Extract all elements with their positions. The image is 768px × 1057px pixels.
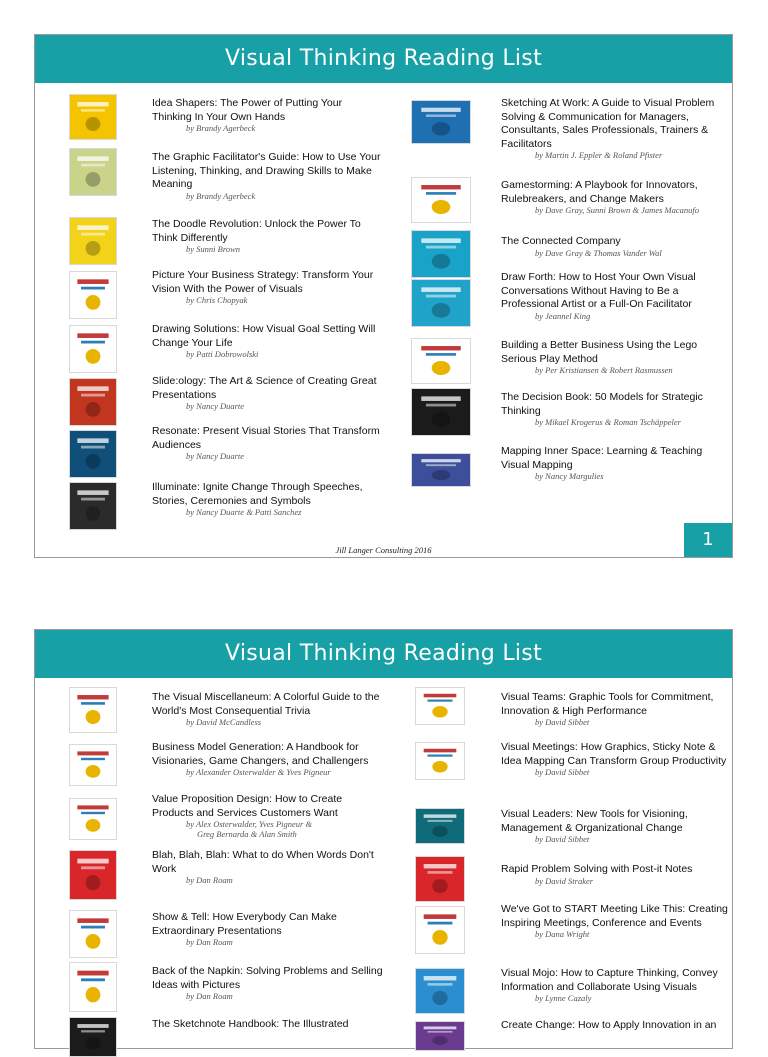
reading-list-page-2 xyxy=(34,629,733,1049)
book-cover-image xyxy=(69,744,117,786)
book-author: by Brandy Agerbeck xyxy=(186,191,256,201)
book-title: Picture Your Business Strategy: Transform Your Vision With the Power of Visuals xyxy=(152,269,374,295)
book-cover-image xyxy=(69,148,117,196)
book-cover-image xyxy=(411,177,471,223)
book-title: The Graphic Facilitator's Guide: How to Use Your Listening, Thinking, and Drawing Skills to Make Meaning xyxy=(152,151,381,190)
book-title: Blah, Blah, Blah: What to do When Words Don't Work xyxy=(152,849,374,875)
book-title: Idea Shapers: The Power of Putting Your Thinking In Your Own Hands xyxy=(152,97,343,123)
book-title: Back of the Napkin: Solving Problems and Selling Ideas with Pictures xyxy=(152,965,383,991)
book-author: by Mikael Krogerus & Roman Tschäppeler xyxy=(535,417,681,427)
book-cover-image xyxy=(69,1017,117,1057)
book-title: The Connected Company xyxy=(501,235,621,247)
book-author: by Martin J. Eppler & Roland Pfister xyxy=(535,150,663,160)
book-title: Sketching At Work: A Guide to Visual Problem Solving & Communication for Managers, Consultants, Sales Professionals, Trainers & Facilitators xyxy=(501,97,715,150)
page-title: Visual Thinking Reading List xyxy=(35,630,732,678)
book-author: by Alexander Osterwalder & Yves Pigneur xyxy=(186,767,331,777)
book-cover-image xyxy=(69,325,117,373)
page-number: 1 xyxy=(684,523,732,557)
book-cover-image xyxy=(69,430,117,478)
page-title: Visual Thinking Reading List xyxy=(35,35,732,83)
book-author: by Dave Gray, Sunni Brown & James Macanufo xyxy=(535,205,699,215)
book-author: by Alex Osterwalder, Yves Pigneur & xyxy=(186,819,313,829)
book-author: by Brandy Agerbeck xyxy=(186,123,256,133)
book-cover-image xyxy=(411,388,471,436)
book-cover-image xyxy=(411,100,471,144)
book-cover-image xyxy=(69,798,117,840)
book-author: by Jeannel King xyxy=(535,311,591,321)
book-title: Value Proposition Design: How to Create Products and Services Customers Want xyxy=(152,793,343,819)
book-cover-image xyxy=(411,279,471,327)
book-cover-image xyxy=(69,482,117,530)
book-cover-image xyxy=(415,1021,465,1051)
book-cover-image xyxy=(69,850,117,900)
book-author: by Dan Roam xyxy=(186,991,233,1001)
book-author: by David Sibbet xyxy=(535,834,590,844)
book-author: by Nancy Duarte xyxy=(186,401,245,411)
book-author: by Lynne Cazaly xyxy=(535,993,592,1003)
book-title: Visual Mojo: How to Capture Thinking, Convey Information and Collaborate Using Visuals xyxy=(501,967,718,993)
book-title: The Decision Book: 50 Models for Strategic Thinking xyxy=(501,391,703,417)
book-cover-image xyxy=(69,687,117,733)
book-title: Mapping Inner Space: Learning & Teaching Visual Mapping xyxy=(501,445,703,471)
book-author: by Patti Dobrowolski xyxy=(186,349,259,359)
book-author: by Nancy Duarte xyxy=(186,451,245,461)
book-author: by Nancy Duarte & Patti Sanchez xyxy=(186,507,302,517)
book-title: Visual Teams: Graphic Tools for Commitment, Innovation & High Performance xyxy=(501,691,714,717)
book-title: The Sketchnote Handbook: The Illustrated xyxy=(152,1018,349,1030)
book-author: by David Sibbet xyxy=(535,717,590,727)
book-cover-image xyxy=(411,453,471,487)
book-author-continued: Greg Bernarda & Alan Smith xyxy=(197,829,297,839)
book-cover-image xyxy=(415,968,465,1014)
book-cover-image xyxy=(69,910,117,958)
book-author: by Dana Wright xyxy=(535,929,590,939)
book-cover-image xyxy=(69,378,117,426)
book-author: by Dan Roam xyxy=(186,875,233,885)
book-title: Show & Tell: How Everybody Can Make Extraordinary Presentations xyxy=(152,911,337,937)
book-cover-image xyxy=(415,808,465,844)
book-title: Draw Forth: How to Host Your Own Visual Conversations Without Having to Be a Professional Artist or a Full-On Facilitator xyxy=(501,271,696,310)
book-cover-image xyxy=(411,230,471,278)
book-cover-image xyxy=(69,271,117,319)
book-author: by Chris Chopyak xyxy=(186,295,248,305)
book-cover-image xyxy=(69,962,117,1012)
book-author: by Dave Gray & Thomas Vander Wal xyxy=(535,248,662,258)
book-title: Gamestorming: A Playbook for Innovators, Rulebreakers, and Change Makers xyxy=(501,179,698,205)
book-cover-image xyxy=(69,94,117,140)
book-author: by David Sibbet xyxy=(535,767,590,777)
book-author: by Nancy Margulies xyxy=(535,471,604,481)
reading-list-page-1 xyxy=(34,34,733,558)
book-title: Building a Better Business Using the Lego Serious Play Method xyxy=(501,339,698,365)
book-cover-image xyxy=(415,906,465,954)
book-title: Create Change: How to Apply Innovation in an xyxy=(501,1019,717,1031)
book-cover-image xyxy=(69,217,117,265)
book-author: by Sunni Brown xyxy=(186,244,240,254)
book-cover-image xyxy=(415,742,465,780)
book-title: The Doodle Revolution: Unlock the Power To Think Differently xyxy=(152,218,361,244)
book-title: The Visual Miscellaneum: A Colorful Guide to the World's Most Consequential Trivia xyxy=(152,691,380,717)
book-cover-image xyxy=(415,856,465,902)
book-title: Business Model Generation: A Handbook for Visionaries, Game Changers, and Challengers xyxy=(152,741,369,767)
book-title: Resonate: Present Visual Stories That Transform Audiences xyxy=(152,425,380,451)
book-author: by David McCandless xyxy=(186,717,262,727)
book-title: Visual Meetings: How Graphics, Sticky Note & Idea Mapping Can Transform Group Productivity xyxy=(501,741,727,767)
book-cover-image xyxy=(411,338,471,384)
footer-credit: Jill Langer Consulting 2016 xyxy=(335,545,432,555)
book-title: Slide:ology: The Art & Science of Creating Great Presentations xyxy=(152,375,377,401)
book-author: by Per Kristiansen & Robert Rasmussen xyxy=(535,365,673,375)
book-title: We've Got to START Meeting Like This: Creating Inspiring Meetings, Conference and Events xyxy=(501,903,728,929)
book-title: Visual Leaders: New Tools for Visioning, Management & Organizational Change xyxy=(501,808,688,834)
book-title: Drawing Solutions: How Visual Goal Setting Will Change Your Life xyxy=(152,323,376,349)
book-author: by Dan Roam xyxy=(186,937,233,947)
book-cover-image xyxy=(415,687,465,725)
book-title: Illuminate: Ignite Change Through Speeches, Stories, Ceremonies and Symbols xyxy=(152,481,363,507)
book-title: Rapid Problem Solving with Post-it Notes xyxy=(501,863,693,875)
book-author: by David Straker xyxy=(535,876,594,886)
